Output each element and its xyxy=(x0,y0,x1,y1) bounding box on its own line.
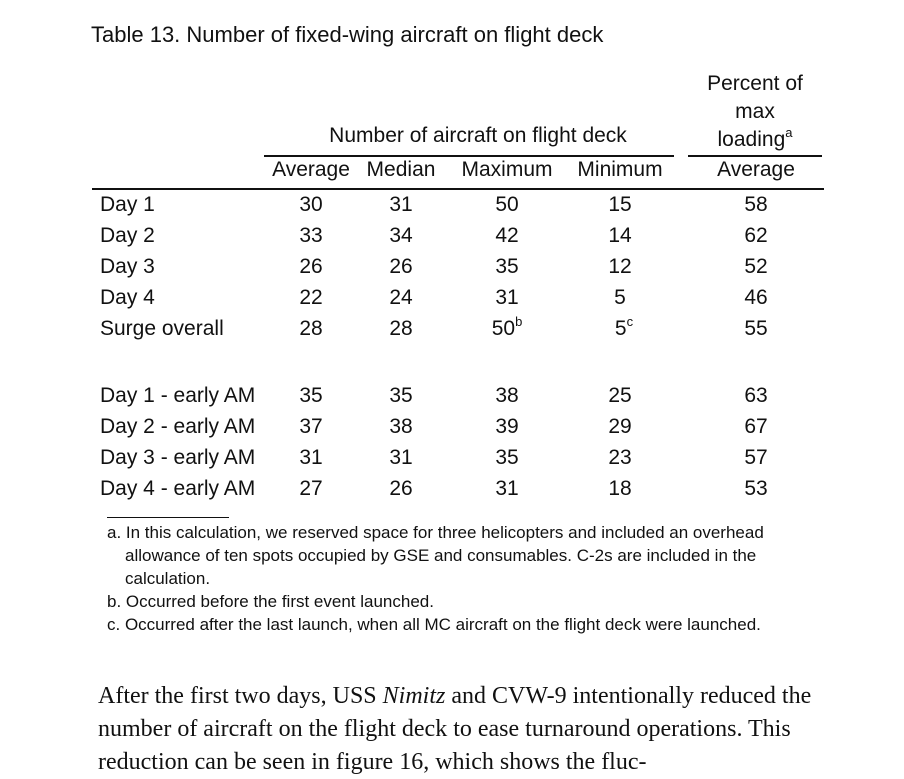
row-label: Day 1 xyxy=(100,193,155,216)
row-label: Day 2 xyxy=(100,224,155,247)
footnote-ref: b xyxy=(515,314,523,329)
table-cell xyxy=(271,384,351,408)
cell-value: 31 xyxy=(495,286,519,309)
row-label: Day 3 xyxy=(100,255,155,278)
cell-value: 12 xyxy=(608,255,632,278)
footnotes xyxy=(107,521,837,636)
table-cell xyxy=(271,317,351,341)
percent-header-line3 xyxy=(688,126,822,154)
table-cell xyxy=(584,314,664,341)
cell-value: 33 xyxy=(299,224,323,247)
table-cell xyxy=(271,446,351,470)
table-cell xyxy=(361,193,441,217)
table-cell xyxy=(361,384,441,408)
table-cell xyxy=(271,193,351,217)
cell-value: 14 xyxy=(608,224,632,247)
table-cell xyxy=(467,415,547,439)
cell-value: 23 xyxy=(608,446,632,469)
percent-header-line2: max xyxy=(735,100,775,123)
cell-value: 35 xyxy=(495,446,519,469)
cell-value: 26 xyxy=(389,255,413,278)
cell-value: 28 xyxy=(299,317,323,340)
row-label: Day 1 - early AM xyxy=(100,384,256,407)
table-cell xyxy=(467,255,547,279)
body-text-end: and CVW-9 intentionally reduced the number of aircraft on the flight deck to ease turnaround operations. This reduction can be seen in figure 16, which shows the fluc- xyxy=(98,683,812,775)
table-cell xyxy=(271,415,351,439)
table-cell xyxy=(271,286,351,310)
percent-header-rule xyxy=(688,155,822,157)
cell-value: 35 xyxy=(495,255,519,278)
cell-value: 30 xyxy=(299,193,323,216)
table-cell xyxy=(580,193,660,217)
group-header: Number of aircraft on flight deck xyxy=(329,124,627,147)
cell-value: 31 xyxy=(389,193,413,216)
cell-value: 42 xyxy=(495,224,519,247)
cell-value: 57 xyxy=(744,446,768,469)
footnote-ref: c xyxy=(626,314,634,329)
table-cell xyxy=(716,384,796,408)
cell-value: 63 xyxy=(744,384,768,407)
cell-value: 29 xyxy=(608,415,632,438)
footnote-ref-a: a xyxy=(785,125,793,140)
table-cell xyxy=(716,255,796,279)
table-top-rule xyxy=(92,188,824,190)
cell-value: 26 xyxy=(299,255,323,278)
cell-value: 34 xyxy=(389,224,413,247)
table-cell xyxy=(716,446,796,470)
table-cell xyxy=(716,415,796,439)
table-cell xyxy=(467,286,547,310)
table-cell xyxy=(467,384,547,408)
cell-value: 35 xyxy=(389,384,413,407)
ship-name: Nimitz xyxy=(382,683,446,709)
cell-value: 53 xyxy=(744,477,768,500)
table-cell xyxy=(716,477,796,501)
cell-value: 55 xyxy=(744,317,768,340)
cell-value: 31 xyxy=(389,446,413,469)
table-cell xyxy=(716,286,796,310)
body-text-start: After the first two days, USS xyxy=(98,683,383,709)
table-cell xyxy=(467,224,547,248)
column-header-2: Maximum xyxy=(461,158,553,181)
cell-value: 5 xyxy=(614,286,626,309)
table-cell xyxy=(361,255,441,279)
cell-value: 31 xyxy=(299,446,323,469)
table-cell xyxy=(580,224,660,248)
table-cell xyxy=(361,224,441,248)
cell-value: 5 xyxy=(614,317,627,340)
row-label: Day 2 - early AM xyxy=(100,415,256,438)
cell-value: 15 xyxy=(608,193,632,216)
cell-value: 50 xyxy=(491,317,516,340)
cell-value: 38 xyxy=(389,415,413,438)
cell-value: 58 xyxy=(744,193,768,216)
cell-value: 38 xyxy=(495,384,519,407)
table-cell xyxy=(467,193,547,217)
cell-value: 26 xyxy=(389,477,413,500)
table-cell xyxy=(716,317,796,341)
row-label: Surge overall xyxy=(100,317,224,340)
cell-value: 18 xyxy=(608,477,632,500)
cell-value: 25 xyxy=(608,384,632,407)
row-label: Day 4 xyxy=(100,286,155,309)
table-cell xyxy=(271,255,351,279)
percent-header-line1: Percent of xyxy=(707,72,803,95)
body-paragraph xyxy=(98,680,843,779)
table-cell xyxy=(580,446,660,470)
table-cell xyxy=(271,224,351,248)
table-cell xyxy=(361,317,441,341)
cell-value: 22 xyxy=(299,286,323,309)
table-cell xyxy=(580,384,660,408)
footnote-c: c. Occurred after the last launch, when all MC aircraft on the flight deck were launched. xyxy=(107,615,761,634)
table-cell xyxy=(361,446,441,470)
cell-value: 67 xyxy=(744,415,768,438)
table-cell xyxy=(361,286,441,310)
footnote-a: a. In this calculation, we reserved space for three helicopters and included an overhead allowance of ten spots occupied by GSE and consumables. C-2s are included in the calculation. xyxy=(107,523,764,588)
row-label: Day 3 - early AM xyxy=(100,446,256,469)
cell-value: 27 xyxy=(299,477,323,500)
cell-value: 24 xyxy=(389,286,413,309)
cell-value: 62 xyxy=(744,224,768,247)
cell-value: 35 xyxy=(299,384,323,407)
table-cell xyxy=(580,286,660,310)
group-header-rule xyxy=(264,155,674,157)
row-label: Day 4 - early AM xyxy=(100,477,256,500)
cell-value: 28 xyxy=(389,317,413,340)
percent-header-loading: loading xyxy=(717,128,786,151)
cell-value: 39 xyxy=(495,415,519,438)
table-cell xyxy=(361,415,441,439)
cell-value: 31 xyxy=(495,477,519,500)
table-cell xyxy=(467,314,547,341)
table-cell xyxy=(716,224,796,248)
table-cell xyxy=(467,477,547,501)
footnote-rule xyxy=(107,517,229,518)
table-cell xyxy=(580,255,660,279)
cell-value: 50 xyxy=(495,193,519,216)
cell-value: 37 xyxy=(299,415,323,438)
column-header-0: Average xyxy=(272,158,350,181)
footnote-b: b. Occurred before the first event launched. xyxy=(107,592,434,611)
cell-value: 52 xyxy=(744,255,768,278)
column-header-1: Median xyxy=(366,158,436,181)
table-cell xyxy=(580,415,660,439)
cell-value: 46 xyxy=(744,286,768,309)
column-header-3: Minimum xyxy=(577,158,663,181)
table-caption: Table 13. Number of fixed-wing aircraft on flight deck xyxy=(91,22,604,47)
table-cell xyxy=(580,477,660,501)
table-cell xyxy=(467,446,547,470)
column-header-4: Average xyxy=(717,158,795,181)
table-cell xyxy=(716,193,796,217)
table-cell xyxy=(271,477,351,501)
percent-header xyxy=(688,70,822,154)
table-cell xyxy=(361,477,441,501)
